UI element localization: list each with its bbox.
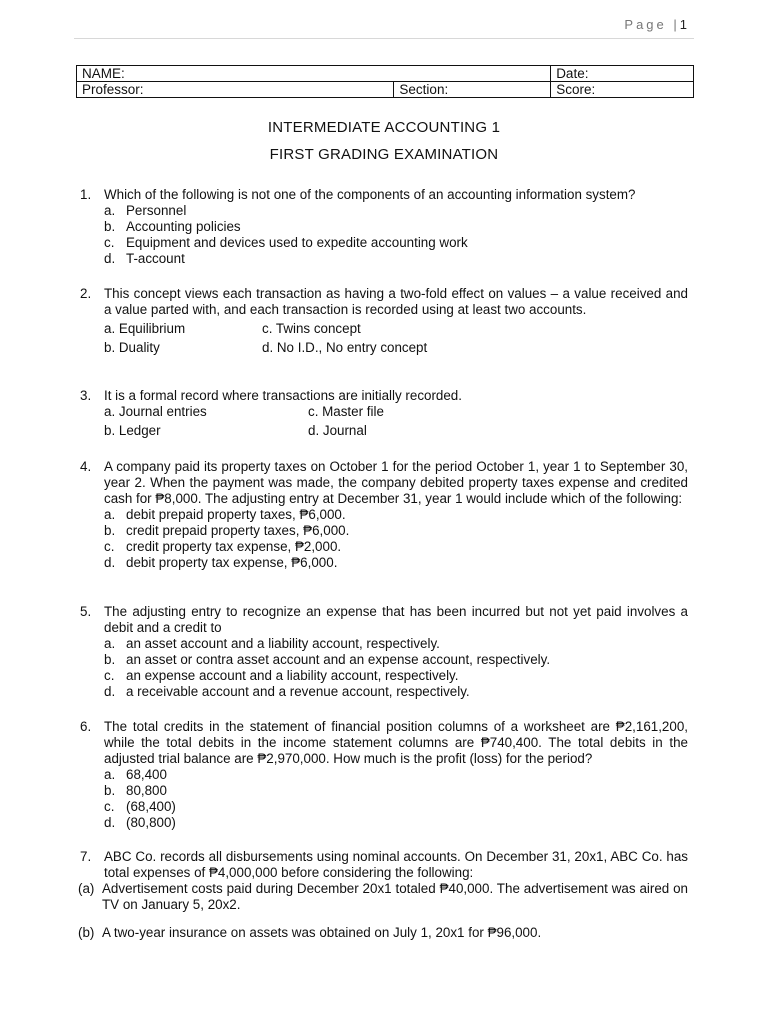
sub-item: (b) A two-year insurance on assets was obtained on July 1, 20x1 for ₱96,000. — [78, 925, 542, 940]
question-number: 6. — [80, 719, 92, 734]
option: a. Personnel — [104, 203, 187, 218]
question-text: It is a formal record where transactions are initially recorded. — [104, 388, 462, 403]
option: b. credit prepaid property taxes, ₱6,000. — [104, 523, 350, 538]
option: d. Journal — [308, 423, 367, 438]
question-number: 7. — [80, 849, 92, 864]
question-number: 5. — [80, 604, 92, 619]
question-6 — [80, 719, 688, 831]
question-text: The adjusting entry to recognize an expense that has been incurred but not yet paid involves a debit and a credit to — [104, 604, 688, 635]
question-text: A company paid its property taxes on October 1 for the period October 1, year 1 to September 30, year 2. When the payment was made, the company debited property taxes expense and credited cash for ₱8,000. The adjusting entry at December 31, year 1 would include which of the following: — [104, 459, 688, 506]
page-number-header — [624, 17, 687, 33]
question-4 — [80, 459, 688, 571]
option: c. (68,400) — [104, 799, 176, 814]
option-row — [80, 404, 688, 420]
page-label: Page | — [624, 17, 680, 32]
question-text: This concept views each transaction as having a two-fold effect on values – a value received and a value parted with, and each transaction is recorded using at least two accounts. — [104, 286, 688, 317]
professor-field: Professor: — [77, 82, 394, 98]
question-1 — [80, 187, 688, 267]
question-number: 1. — [80, 187, 92, 202]
date-field: Date: — [551, 66, 694, 82]
option: b. Ledger — [104, 423, 161, 438]
question-text: ABC Co. records all disbursements using nominal accounts. On December 31, 20x1, ABC Co. has total expenses of ₱4,000,000 before considering the following: — [104, 849, 688, 880]
option: a. debit prepaid property taxes, ₱6,000. — [104, 507, 346, 522]
question-number: 3. — [80, 388, 92, 403]
option: c. Equipment and devices used to expedite accounting work — [104, 235, 468, 250]
option: d. debit property tax expense, ₱6,000. — [104, 555, 338, 570]
page-number: 1 — [679, 17, 687, 32]
option: a. an asset account and a liability account, respectively. — [104, 636, 440, 651]
question-text: Which of the following is not one of the components of an accounting information system? — [104, 187, 636, 202]
option: c. Master file — [308, 404, 384, 419]
question-number: 4. — [80, 459, 92, 474]
student-info-table — [76, 65, 694, 98]
option-row — [80, 321, 688, 337]
option: b. 80,800 — [104, 783, 167, 798]
option: a. Equilibrium — [104, 321, 186, 336]
option-row — [80, 423, 688, 439]
option: a. 68,400 — [104, 767, 167, 782]
option: a. Journal entries — [104, 404, 207, 419]
score-field: Score: — [551, 82, 694, 98]
option-row — [80, 340, 688, 356]
header-divider — [74, 38, 694, 39]
question-number: 2. — [80, 286, 92, 301]
option: c. an expense account and a liability account, respectively. — [104, 668, 459, 683]
question-5 — [80, 604, 688, 700]
question-3 — [80, 388, 688, 439]
exam-title: FIRST GRADING EXAMINATION — [269, 146, 499, 163]
section-field: Section: — [394, 82, 551, 98]
option: d. a receivable account and a revenue account, respectively. — [104, 684, 470, 699]
option: d. No I.D., No entry concept — [262, 340, 428, 355]
course-title: INTERMEDIATE ACCOUNTING 1 — [267, 119, 501, 136]
option: b. an asset or contra asset account and an expense account, respectively. — [104, 652, 551, 667]
question-text: The total credits in the statement of financial position columns of a worksheet are ₱2,161,200, while the total debits in the income statement columns are ₱740,400. The total debits in the adjusted trial balance are ₱2,970,000. How much is the profit (loss) for the period? — [104, 719, 688, 766]
option: b. Accounting policies — [104, 219, 241, 234]
option: c. credit property tax expense, ₱2,000. — [104, 539, 342, 554]
question-2 — [80, 286, 688, 356]
option: b. Duality — [104, 340, 160, 355]
question-7 — [80, 849, 688, 941]
name-field: NAME: — [77, 66, 551, 82]
option: c. Twins concept — [262, 321, 361, 336]
sub-item: (a) Advertisement costs paid during December 20x1 totaled ₱40,000. The advertisement was aired on TV on January 5, 20x2. — [78, 881, 688, 912]
option: d. T-account — [104, 251, 185, 266]
option: d. (80,800) — [104, 815, 176, 830]
